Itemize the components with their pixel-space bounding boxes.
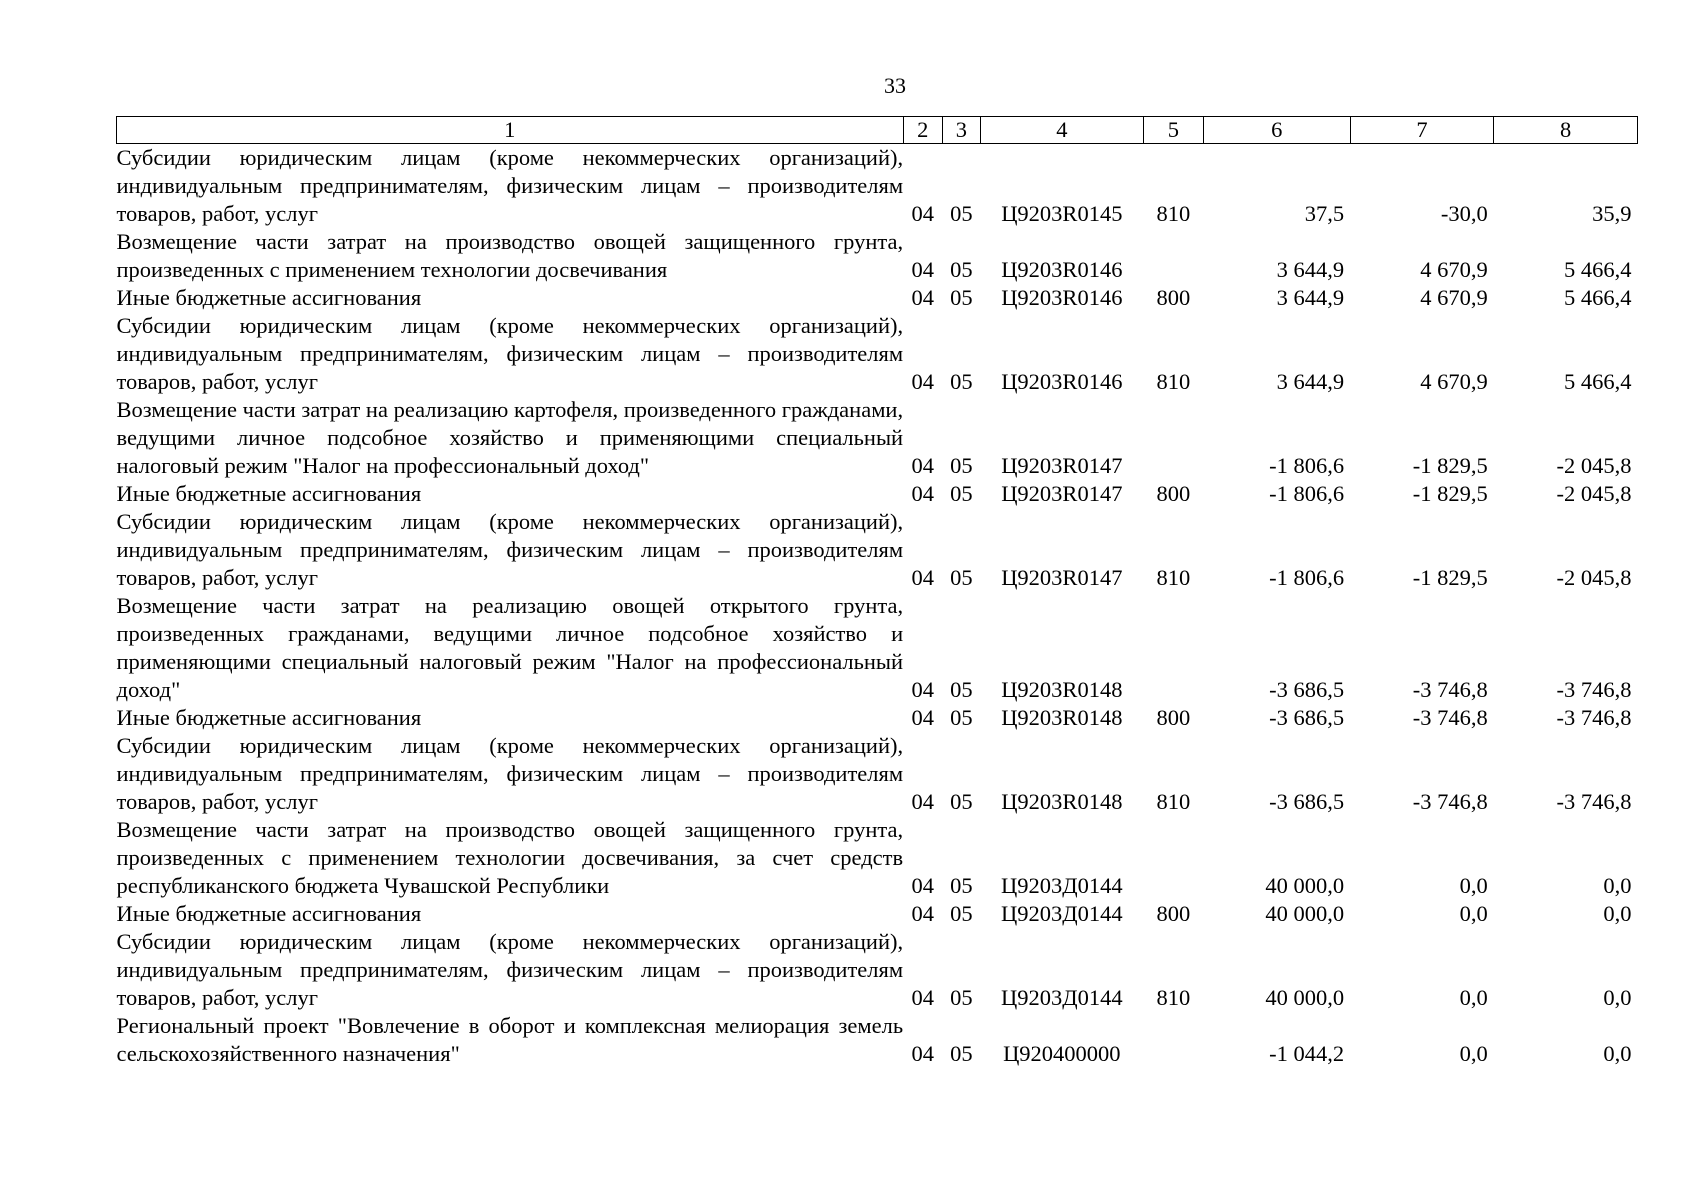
row-target-article: Ц9203R0147 — [1001, 481, 1123, 506]
row-section: 04 — [911, 453, 934, 478]
row-amount-col8: -3 746,8 — [1556, 789, 1632, 814]
header-col-6: 6 — [1203, 117, 1350, 144]
row-name: Возмещение части затрат на производство овощей защищенного грунта, произведенных с применением технологии досвечивания, за счет средств республиканского бюджета Чувашской Республики — [116, 817, 904, 898]
row-amount-col7: 0,0 — [1459, 985, 1488, 1010]
row-expense-type — [1143, 816, 1203, 900]
row-expense-type: 810 — [1156, 565, 1191, 590]
row-section: 04 — [911, 677, 934, 702]
row-amount-col6: 40 000,0 — [1265, 873, 1345, 898]
row-amount-col8: 0,0 — [1603, 873, 1632, 898]
row-amount-col7: -1 829,5 — [1412, 453, 1488, 478]
row-amount-col6: 3 644,9 — [1276, 285, 1345, 310]
row-amount-col6: -1 806,6 — [1269, 453, 1345, 478]
row-target-article: Ц9203R0148 — [1001, 789, 1123, 814]
row-expense-type — [1143, 592, 1203, 704]
row-expense-type — [1143, 228, 1203, 284]
header-col-3: 3 — [942, 117, 980, 144]
row-amount-col8: 0,0 — [1603, 901, 1632, 926]
header-col-4: 4 — [980, 117, 1143, 144]
row-amount-col7: 0,0 — [1459, 901, 1488, 926]
row-amount-col7: -30,0 — [1440, 201, 1488, 226]
row-target-article: Ц9203Д0144 — [1001, 873, 1123, 898]
row-amount-col6: -3 686,5 — [1269, 705, 1345, 730]
row-amount-col8: 5 466,4 — [1564, 257, 1632, 282]
row-name: Иные бюджетные ассигнования — [116, 285, 422, 310]
row-target-article: Ц9203R0147 — [1001, 565, 1123, 590]
row-amount-col6: -1 044,2 — [1269, 1041, 1345, 1066]
row-subsection: 05 — [950, 201, 973, 226]
table-row — [117, 1012, 1638, 1068]
row-amount-col8: -2 045,8 — [1556, 481, 1632, 506]
table-body — [117, 144, 1638, 1069]
header-col-8: 8 — [1494, 117, 1638, 144]
table-row — [117, 284, 1638, 312]
table-row — [117, 900, 1638, 928]
table-row — [117, 508, 1638, 592]
table-header — [117, 117, 1638, 144]
row-amount-col8: -2 045,8 — [1556, 453, 1632, 478]
row-amount-col7: 4 670,9 — [1420, 285, 1488, 310]
row-target-article: Ц920400000 — [1003, 1041, 1121, 1066]
row-amount-col7: 4 670,9 — [1420, 369, 1488, 394]
row-subsection: 05 — [950, 257, 973, 282]
row-target-article: Ц9203R0145 — [1001, 201, 1123, 226]
row-subsection: 05 — [950, 1041, 973, 1066]
row-subsection: 05 — [950, 369, 973, 394]
row-name: Субсидии юридическим лицам (кроме некоммерческих организаций), индивидуальным предпринимателям, физическим лицам – производителям товаров, работ, услуг — [116, 929, 904, 1010]
row-amount-col7: -1 829,5 — [1412, 565, 1488, 590]
table-row — [117, 480, 1638, 508]
row-section: 04 — [911, 789, 934, 814]
row-amount-col8: 5 466,4 — [1564, 369, 1632, 394]
row-amount-col8: 0,0 — [1603, 1041, 1632, 1066]
row-expense-type: 810 — [1156, 369, 1191, 394]
row-amount-col6: 40 000,0 — [1265, 901, 1345, 926]
row-subsection: 05 — [950, 901, 973, 926]
row-name: Региональный проект "Вовлечение в оборот и комплексная мелиорация земель сельскохозяйственного назначения" — [116, 1013, 904, 1066]
budget-table — [116, 116, 1638, 1068]
table-row — [117, 312, 1638, 396]
header-col-2: 2 — [903, 117, 942, 144]
row-amount-col6: 3 644,9 — [1276, 369, 1345, 394]
row-subsection: 05 — [950, 789, 973, 814]
row-expense-type: 810 — [1156, 201, 1191, 226]
table-row — [117, 704, 1638, 732]
row-amount-col7: -1 829,5 — [1412, 481, 1488, 506]
row-subsection: 05 — [950, 565, 973, 590]
row-name: Иные бюджетные ассигнования — [116, 901, 422, 926]
row-target-article: Ц9203R0148 — [1001, 677, 1123, 702]
table-row — [117, 144, 1638, 229]
row-subsection: 05 — [950, 985, 973, 1010]
row-target-article: Ц9203R0147 — [1001, 453, 1123, 478]
row-amount-col6: -3 686,5 — [1269, 677, 1345, 702]
row-amount-col8: -3 746,8 — [1556, 677, 1632, 702]
row-name: Субсидии юридическим лицам (кроме некоммерческих организаций), индивидуальным предпринимателям, физическим лицам – производителям товаров, работ, услуг — [116, 145, 904, 226]
row-name: Иные бюджетные ассигнования — [116, 705, 422, 730]
row-amount-col7: -3 746,8 — [1412, 677, 1488, 702]
row-amount-col7: 0,0 — [1459, 1041, 1488, 1066]
row-target-article: Ц9203R0146 — [1001, 285, 1123, 310]
row-target-article: Ц9203Д0144 — [1001, 985, 1123, 1010]
row-amount-col8: 5 466,4 — [1564, 285, 1632, 310]
row-subsection: 05 — [950, 677, 973, 702]
row-expense-type: 800 — [1156, 901, 1191, 926]
row-amount-col6: 40 000,0 — [1265, 985, 1345, 1010]
table-row — [117, 396, 1638, 480]
row-subsection: 05 — [950, 873, 973, 898]
page-number: 33 — [884, 73, 906, 98]
row-expense-type — [1143, 1012, 1203, 1068]
row-amount-col7: 0,0 — [1459, 873, 1488, 898]
row-name: Возмещение части затрат на реализацию картофеля, произведенного гражданами, ведущими личное подсобное хозяйство и применяющими специальный налоговый режим "Налог на профессиональный доход" — [116, 397, 904, 478]
row-amount-col8: 35,9 — [1592, 201, 1632, 226]
row-subsection: 05 — [950, 453, 973, 478]
row-subsection: 05 — [950, 705, 973, 730]
row-expense-type: 800 — [1156, 481, 1191, 506]
row-amount-col8: -2 045,8 — [1556, 565, 1632, 590]
row-expense-type: 800 — [1156, 705, 1191, 730]
row-subsection: 05 — [950, 481, 973, 506]
row-name: Иные бюджетные ассигнования — [116, 481, 422, 506]
table-row — [117, 816, 1638, 900]
row-target-article: Ц9203R0146 — [1001, 369, 1123, 394]
row-amount-col7: -3 746,8 — [1412, 789, 1488, 814]
row-expense-type: 800 — [1156, 285, 1191, 310]
row-amount-col7: -3 746,8 — [1412, 705, 1488, 730]
row-name: Возмещение части затрат на реализацию овощей открытого грунта, произведенных гражданами, ведущими личное подсобное хозяйство и применяющими специальный налоговый режим "Налог на профессиональный доход" — [116, 593, 904, 702]
row-section: 04 — [911, 257, 934, 282]
row-name: Возмещение части затрат на производство овощей защищенного грунта, произведенных с применением технологии досвечивания — [116, 229, 904, 282]
header-col-7: 7 — [1350, 117, 1494, 144]
row-amount-col6: -1 806,6 — [1269, 481, 1345, 506]
row-subsection: 05 — [950, 285, 973, 310]
row-section: 04 — [911, 873, 934, 898]
table-row — [117, 928, 1638, 1012]
row-section: 04 — [911, 1041, 934, 1066]
row-expense-type: 810 — [1156, 789, 1191, 814]
row-target-article: Ц9203R0146 — [1001, 257, 1123, 282]
row-amount-col6: 3 644,9 — [1276, 257, 1345, 282]
row-section: 04 — [911, 369, 934, 394]
row-section: 04 — [911, 705, 934, 730]
row-section: 04 — [911, 901, 934, 926]
row-amount-col6: 37,5 — [1304, 201, 1345, 226]
row-section: 04 — [911, 201, 934, 226]
row-amount-col8: -3 746,8 — [1556, 705, 1632, 730]
row-amount-col7: 4 670,9 — [1420, 257, 1488, 282]
row-section: 04 — [911, 481, 934, 506]
table-row — [117, 228, 1638, 284]
row-name: Субсидии юридическим лицам (кроме некоммерческих организаций), индивидуальным предпринимателям, физическим лицам – производителям товаров, работ, услуг — [116, 733, 904, 814]
row-section: 04 — [911, 285, 934, 310]
row-amount-col8: 0,0 — [1603, 985, 1632, 1010]
row-section: 04 — [911, 985, 934, 1010]
row-amount-col6: -3 686,5 — [1269, 789, 1345, 814]
row-expense-type — [1143, 396, 1203, 480]
row-name: Субсидии юридическим лицам (кроме некоммерческих организаций), индивидуальным предпринимателям, физическим лицам – производителям товаров, работ, услуг — [116, 509, 904, 590]
table-row — [117, 592, 1638, 704]
header-col-1: 1 — [117, 117, 904, 144]
row-target-article: Ц9203R0148 — [1001, 705, 1123, 730]
row-target-article: Ц9203Д0144 — [1001, 901, 1123, 926]
table-row — [117, 732, 1638, 816]
row-name: Субсидии юридическим лицам (кроме некоммерческих организаций), индивидуальным предпринимателям, физическим лицам – производителям товаров, работ, услуг — [116, 313, 904, 394]
row-expense-type: 810 — [1156, 985, 1191, 1010]
row-section: 04 — [911, 565, 934, 590]
row-amount-col6: -1 806,6 — [1269, 565, 1345, 590]
header-row — [117, 117, 1638, 144]
header-col-5: 5 — [1143, 117, 1203, 144]
